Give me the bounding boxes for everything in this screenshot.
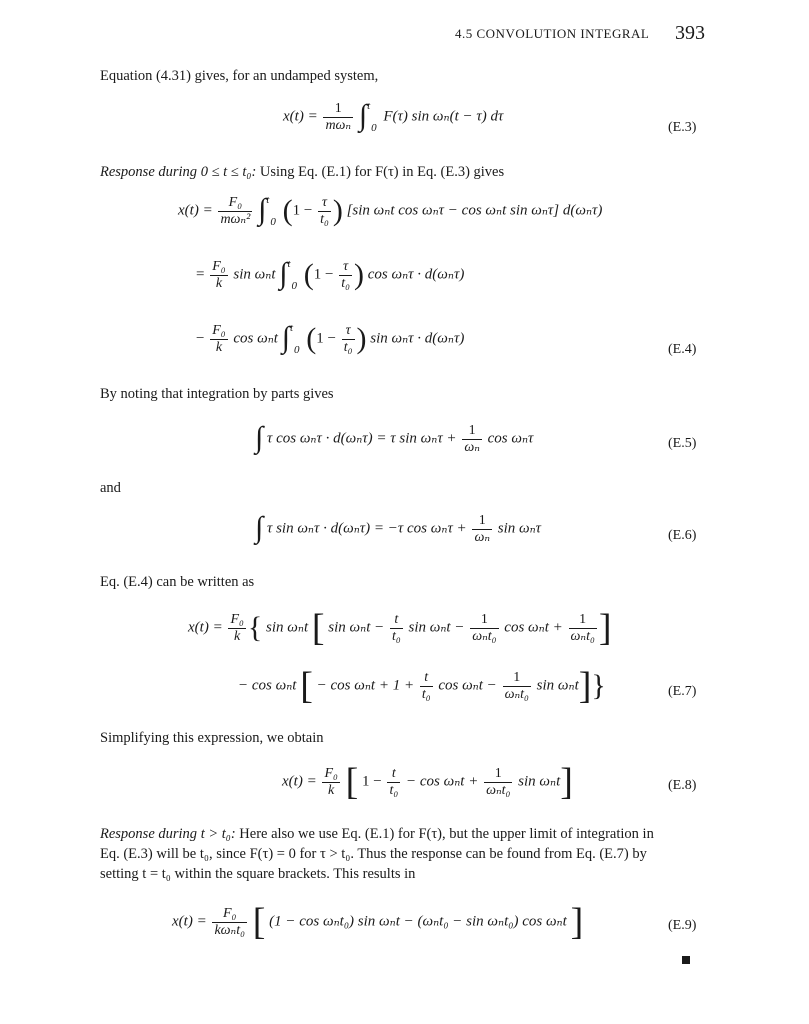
equation-e4-line2: = $\frac{\text{F₀}}{k}$ sin ωₙt ∫$^t$0 (1 − $\frac{\tau}{\text{t₀}}$ ) cos ωₙτ · d(ωₙτ) [196,257,465,292]
equation-number-e5: (E.5) [668,436,697,451]
equation-number-e7: (E.7) [668,684,697,699]
paragraph-response-during-2-line2: Eq. (E.3) will be t₀, since F(τ) = 0 for τ > t₀. Thus the response can be found from Eq. (E.7) by [100,846,647,862]
paragraph-e4-rewritten: Eq. (E.4) can be written as [100,574,255,590]
paragraph-and: and [100,480,121,496]
equation-e3: x(t) = $\frac{1}{\text{mωₙ}}$ ∫$^t$0 F(τ) sin ωₙ(t − τ) dτ [283,99,504,134]
equation-e4-line3: − $\frac{\text{F₀}}{k}$ cos ωₙt ∫$^t$0 (1 − $\frac{\tau}{\text{t₀}}$ ) sin ωₙτ · d(ωₙτ) [196,321,465,356]
paragraph-intro: Equation (4.31) gives, for an undamped system, [100,68,379,84]
equation-number-e4: (E.4) [668,342,697,357]
equation-e4-line1: x(t) = $\frac{\text{F₀}}{\text{mωₙ²}}$ ∫$^t$0 (1 − $\frac{\tau}{\text{t₀}}$ ) [sin ωₙt cos ωₙτ − cos ωₙt sin ωₙτ] d(ωₙτ) [178,193,603,228]
equation-e7-line1: x(t) = $\frac{\text{F₀}}{k}$ { sin ωₙt [ sin ωₙt − $\frac{t}{\text{t₀}}$ sin ωₙt − $\frac{1}{\text{ωₙt₀}}$ cos ωₙt + $\frac{1}{\text{ωₙt₀}}$ ] [188,607,612,649]
equation-e9: x(t) = $\frac{\text{F₀}}{\text{kωₙt₀}}$ [ (1 − cos ωₙt₀) sin ωₙt − (ωₙt₀ − sin ωₙt₀) cos ωₙt ] [172,901,584,943]
paragraph-response-during-1: Response during 0 ≤ t ≤ t₀: Using Eq. (E.1) for F(τ) in Eq. (E.3) gives [100,164,505,180]
equation-number-e6: (E.6) [668,528,697,543]
paragraph-response-during-2-line3: setting t = t₀ within the square brackets. This results in [100,866,416,882]
equation-e6: ∫ τ sin ωₙτ · d(ωₙτ) = −τ cos ωₙτ + $\frac{1}{\text{ωₙ}}$ sin ωₙτ [255,511,542,545]
running-header-section: 4.5 CONVOLUTION INTEGRAL [455,26,650,41]
equation-number-e8: (E.8) [668,778,697,793]
equation-e8: x(t) = $\frac{\text{F₀}}{k}$ [ 1 − $\frac{t}{\text{t₀}}$ − cos ωₙt + $\frac{1}{\text{ωₙt₀}}$ sin ωₙt] [282,761,573,803]
equation-number-e3: (E.3) [668,120,697,135]
end-of-example-square-icon [682,956,690,964]
paragraph-simplifying: Simplifying this expression, we obtain [100,730,324,746]
paragraph-response-during-2: Response during t > t₀: Here also we use Eq. (E.1) for F(τ), but the upper limit of integration in [100,826,654,842]
page-number: 393 [675,22,705,44]
equation-e7-line2: − cos ωₙt [ − cos ωₙt + 1 + $\frac{t}{\text{t₀}}$ cos ωₙt − $\frac{1}{\text{ωₙt₀}}$ sin ωₙt]} [238,665,606,707]
equation-e5: ∫ τ cos ωₙτ · d(ωₙτ) = τ sin ωₙτ + $\frac{1}{\text{ωₙ}}$ cos ωₙτ [255,421,534,455]
equation-number-e9: (E.9) [668,918,697,933]
paragraph-integration-by-parts: By noting that integration by parts gives [100,386,334,402]
